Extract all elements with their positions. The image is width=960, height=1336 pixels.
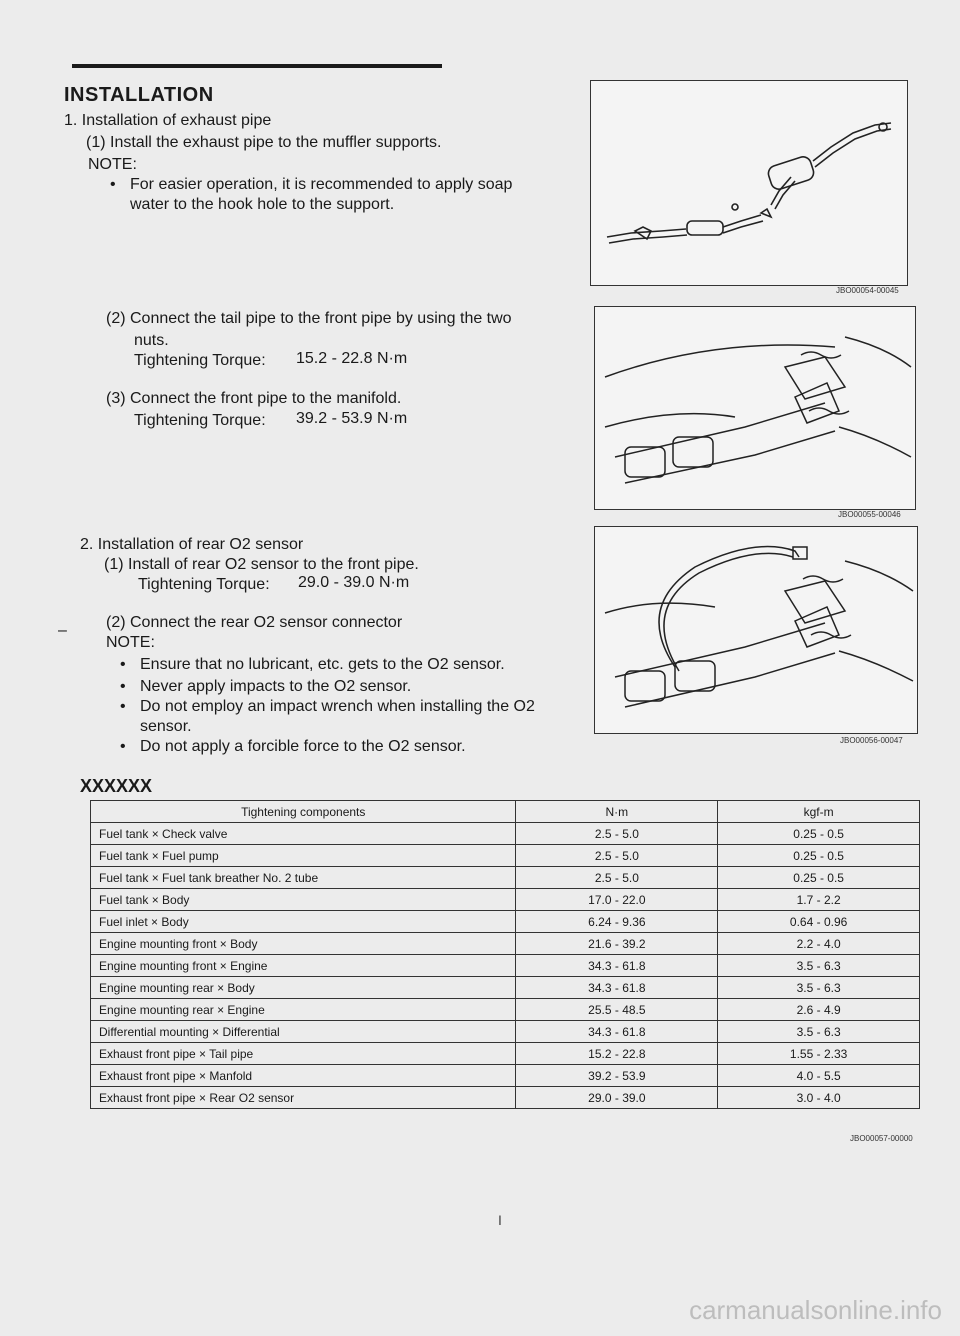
section2-bullet-4: • Do not apply a forcible force to the O2 sensor. <box>140 738 466 756</box>
table-title: XXXXXX <box>80 776 153 796</box>
header-kgfm: kgf-m <box>718 801 920 823</box>
kgfm-cell: 3.5 - 6.3 <box>718 977 920 999</box>
exhaust-pipe-figure <box>590 80 908 286</box>
nm-cell: 21.6 - 39.2 <box>516 933 718 955</box>
component-cell: Engine mounting front × Engine <box>91 955 516 977</box>
header-components: Tightening components <box>91 801 516 823</box>
nm-cell: 17.0 - 22.0 <box>516 889 718 911</box>
watermark: carmanualsonline.info <box>689 1295 942 1325</box>
page-number: I <box>498 1212 502 1228</box>
section1-note1-line2: water to the hook hole to the support. <box>130 196 395 213</box>
nm-cell: 34.3 - 61.8 <box>516 977 718 999</box>
section1-step2-torque-value: 15.2 - 22.8 N·m <box>296 350 408 367</box>
section2-step2: (2) Connect the rear O2 sensor connector <box>106 614 403 631</box>
section2-torque-label: Tightening Torque: <box>138 576 270 593</box>
table-header-row <box>91 801 920 823</box>
component-cell: Fuel tank × Fuel tank breather No. 2 tube <box>91 867 516 889</box>
o2-sensor-figure <box>594 526 918 734</box>
section2-bullet-1: • Ensure that no lubricant, etc. gets to the O2 sensor. <box>140 656 505 674</box>
section1-step3-torque-value: 39.2 - 53.9 N·m <box>296 410 408 427</box>
nm-cell: 6.24 - 9.36 <box>516 911 718 933</box>
kgfm-cell: 3.5 - 6.3 <box>718 1021 920 1043</box>
nm-cell: 34.3 - 61.8 <box>516 955 718 977</box>
header-nm: N·m <box>516 801 718 823</box>
table-row <box>91 823 920 845</box>
section1-step1: (1) Install the exhaust pipe to the muffler supports. <box>86 134 442 151</box>
section2-bullet-2: • Never apply impacts to the O2 sensor. <box>140 678 411 696</box>
exhaust-pipe-illustration <box>591 81 907 285</box>
component-cell: Exhaust front pipe × Manfold <box>91 1065 516 1087</box>
table-row <box>91 1043 920 1065</box>
section1-step2-torque-label: Tightening Torque: <box>134 352 266 369</box>
kgfm-cell: 3.0 - 4.0 <box>718 1087 920 1109</box>
kgfm-cell: 0.25 - 0.5 <box>718 845 920 867</box>
kgfm-cell: 4.0 - 5.5 <box>718 1065 920 1087</box>
table-row <box>91 933 920 955</box>
component-cell: Engine mounting rear × Body <box>91 977 516 999</box>
table-row <box>91 1065 920 1087</box>
section1-step2-line2: nuts. <box>134 332 169 349</box>
section2-title: 2. Installation of rear O2 sensor <box>80 536 304 553</box>
kgfm-cell: 0.64 - 0.96 <box>718 911 920 933</box>
section1-step3-torque-label: Tightening Torque: <box>134 412 266 429</box>
nm-cell: 15.2 - 22.8 <box>516 1043 718 1065</box>
nm-cell: 25.5 - 48.5 <box>516 999 718 1021</box>
torque-table <box>90 800 920 1109</box>
component-cell: Fuel inlet × Body <box>91 911 516 933</box>
section2-bullet-3-cont: sensor. <box>140 718 192 735</box>
nm-cell: 39.2 - 53.9 <box>516 1065 718 1087</box>
component-cell: Fuel tank × Body <box>91 889 516 911</box>
section1-note-label: NOTE: <box>88 156 137 173</box>
kgfm-cell: 2.2 - 4.0 <box>718 933 920 955</box>
nm-cell: 29.0 - 39.0 <box>516 1087 718 1109</box>
table-row <box>91 999 920 1021</box>
table-row <box>91 1087 920 1109</box>
nm-cell: 34.3 - 61.8 <box>516 1021 718 1043</box>
table-row <box>91 845 920 867</box>
nm-cell: 2.5 - 5.0 <box>516 845 718 867</box>
kgfm-cell: 0.25 - 0.5 <box>718 823 920 845</box>
component-cell: Fuel tank × Fuel pump <box>91 845 516 867</box>
section1-step2-line1: (2) Connect the tail pipe to the front pipe by using the two <box>106 310 512 327</box>
kgfm-cell: 1.7 - 2.2 <box>718 889 920 911</box>
top-rule <box>72 64 442 68</box>
table-row <box>91 911 920 933</box>
figure2-code: JBO00055-00046 <box>838 510 901 519</box>
table-row <box>91 1021 920 1043</box>
figure3-code: JBO00056-00047 <box>840 736 903 745</box>
table-row <box>91 867 920 889</box>
section2-bullet-3: • Do not employ an impact wrench when installing the O2 <box>140 698 535 716</box>
section1-step3: (3) Connect the front pipe to the manifold. <box>106 390 402 407</box>
component-cell: Differential mounting × Differential <box>91 1021 516 1043</box>
section2-step1: (1) Install of rear O2 sensor to the front pipe. <box>104 556 419 573</box>
front-pipe-figure <box>594 306 916 510</box>
table-row <box>91 977 920 999</box>
table-row <box>91 889 920 911</box>
component-cell: Exhaust front pipe × Tail pipe <box>91 1043 516 1065</box>
o2-sensor-illustration <box>595 527 917 733</box>
table-row <box>91 955 920 977</box>
kgfm-cell: 1.55 - 2.33 <box>718 1043 920 1065</box>
section2-torque-value: 29.0 - 39.0 N·m <box>298 574 410 591</box>
front-pipe-illustration <box>595 307 915 509</box>
nm-cell: 2.5 - 5.0 <box>516 823 718 845</box>
margin-dash: – <box>58 622 67 639</box>
component-cell: Engine mounting front × Body <box>91 933 516 955</box>
kgfm-cell: 2.6 - 4.9 <box>718 999 920 1021</box>
kgfm-cell: 3.5 - 6.3 <box>718 955 920 977</box>
component-cell: Fuel tank × Check valve <box>91 823 516 845</box>
page-heading: INSTALLATION <box>64 84 214 106</box>
kgfm-cell: 0.25 - 0.5 <box>718 867 920 889</box>
section2-note-label: NOTE: <box>106 634 155 651</box>
component-cell: Engine mounting rear × Engine <box>91 999 516 1021</box>
table-code: JBO00057-00000 <box>850 1134 913 1143</box>
section1-title: 1. Installation of exhaust pipe <box>64 112 272 129</box>
nm-cell: 2.5 - 5.0 <box>516 867 718 889</box>
component-cell: Exhaust front pipe × Rear O2 sensor <box>91 1087 516 1109</box>
section1-note1-line1: • For easier operation, it is recommended to apply soap <box>130 176 512 194</box>
figure1-code: JBO00054-00045 <box>836 286 899 295</box>
